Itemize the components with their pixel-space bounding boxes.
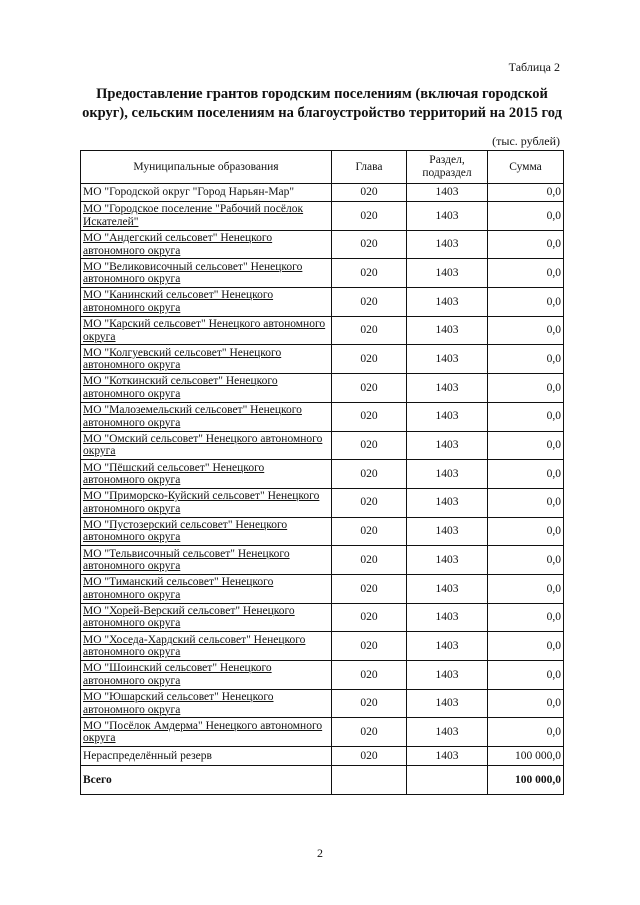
column-header-chapter: Глава bbox=[332, 151, 407, 184]
row-chapter: 020 bbox=[332, 345, 407, 374]
row-name bbox=[81, 288, 332, 317]
row-sum: 0,0 bbox=[488, 632, 564, 661]
row-sum: 0,0 bbox=[488, 402, 564, 431]
row-chapter: 020 bbox=[332, 546, 407, 575]
row-name-text: МО "Приморско-Куйский сельсовет" Ненецкого автономного округа bbox=[83, 490, 320, 515]
row-name-text: МО "Городское поселение "Рабочий посёлок Искателей" bbox=[83, 203, 304, 228]
table-row bbox=[81, 402, 564, 431]
row-name bbox=[81, 230, 332, 259]
row-sum: 0,0 bbox=[488, 184, 564, 202]
row-name bbox=[81, 402, 332, 431]
row-chapter: 020 bbox=[332, 431, 407, 460]
row-name bbox=[81, 546, 332, 575]
row-name-text: МО "Тельвисочный сельсовет" Ненецкого автономного округа bbox=[83, 547, 290, 573]
row-section: 1403 bbox=[407, 546, 488, 575]
row-sum: 0,0 bbox=[488, 718, 564, 747]
row-section: 1403 bbox=[407, 402, 488, 431]
row-name-text: МО "Пёшский сельсовет" Ненецкого автономного округа bbox=[83, 461, 265, 487]
row-name-text: МО "Малоземельский сельсовет" Ненецкого автономного округа bbox=[83, 404, 302, 429]
table-row bbox=[81, 345, 564, 374]
table-row bbox=[81, 184, 564, 202]
row-chapter: 020 bbox=[332, 202, 407, 231]
row-chapter: 020 bbox=[332, 184, 407, 202]
row-section: 1403 bbox=[407, 230, 488, 259]
row-chapter: 020 bbox=[332, 402, 407, 431]
table-row bbox=[81, 488, 564, 517]
row-sum: 0,0 bbox=[488, 316, 564, 345]
row-sum: 0,0 bbox=[488, 517, 564, 546]
total-row bbox=[81, 766, 564, 795]
row-name bbox=[81, 488, 332, 517]
row-name-text: Нераспределённый резерв bbox=[83, 749, 212, 762]
table-label: Таблица 2 bbox=[508, 60, 560, 74]
row-sum: 0,0 bbox=[488, 488, 564, 517]
table-row bbox=[81, 202, 564, 231]
table-row bbox=[81, 747, 564, 766]
row-name bbox=[81, 374, 332, 403]
row-section: 1403 bbox=[407, 488, 488, 517]
row-name bbox=[81, 747, 332, 766]
row-name bbox=[81, 632, 332, 661]
row-section: 1403 bbox=[407, 316, 488, 345]
row-chapter: 020 bbox=[332, 517, 407, 546]
grants-table bbox=[80, 150, 564, 795]
row-section: 1403 bbox=[407, 460, 488, 489]
row-name bbox=[81, 603, 332, 632]
row-chapter: 020 bbox=[332, 374, 407, 403]
row-chapter: 020 bbox=[332, 747, 407, 766]
row-chapter: 020 bbox=[332, 632, 407, 661]
row-name-text: МО "Посёлок Амдерма" Ненецкого автономного округа bbox=[83, 719, 323, 745]
page-title: Предоставление грантов городским поселениям (включая городской округ), сельским поселениям на благоустройство территорий на 2015 год bbox=[82, 86, 562, 121]
table-row bbox=[81, 431, 564, 460]
row-name bbox=[81, 184, 332, 202]
table-row bbox=[81, 632, 564, 661]
row-chapter: 020 bbox=[332, 603, 407, 632]
row-name bbox=[81, 431, 332, 460]
row-name-text: МО "Хорей-Верский сельсовет" Ненецкого автономного округа bbox=[83, 604, 295, 630]
row-chapter: 020 bbox=[332, 288, 407, 317]
row-section: 1403 bbox=[407, 431, 488, 460]
row-name-text: МО "Омский сельсовет" Ненецкого автономного округа bbox=[83, 432, 323, 458]
total-empty-section bbox=[407, 766, 488, 795]
row-section: 1403 bbox=[407, 574, 488, 603]
row-name bbox=[81, 202, 332, 231]
row-name bbox=[81, 345, 332, 374]
row-name-text: МО "Великовисочный сельсовет" Ненецкого автономного округа bbox=[83, 260, 303, 286]
row-section: 1403 bbox=[407, 718, 488, 747]
column-header-sum: Сумма bbox=[488, 151, 564, 184]
table-row bbox=[81, 517, 564, 546]
row-sum: 0,0 bbox=[488, 288, 564, 317]
total-sum: 100 000,0 bbox=[488, 766, 564, 795]
table-body bbox=[81, 184, 564, 766]
table-row bbox=[81, 574, 564, 603]
column-header-section: Раздел, подраздел bbox=[407, 151, 488, 184]
row-name-text: МО "Городской округ "Город Нарьян-Мар" bbox=[83, 186, 295, 199]
table-row bbox=[81, 718, 564, 747]
row-sum: 0,0 bbox=[488, 661, 564, 690]
row-sum: 0,0 bbox=[488, 574, 564, 603]
table-row bbox=[81, 374, 564, 403]
row-chapter: 020 bbox=[332, 230, 407, 259]
row-sum: 0,0 bbox=[488, 431, 564, 460]
row-sum: 0,0 bbox=[488, 374, 564, 403]
row-name bbox=[81, 259, 332, 288]
row-section: 1403 bbox=[407, 603, 488, 632]
unit-label: (тыс. рублей) bbox=[492, 134, 560, 148]
row-name bbox=[81, 661, 332, 690]
row-section: 1403 bbox=[407, 632, 488, 661]
row-chapter: 020 bbox=[332, 460, 407, 489]
table-row bbox=[81, 603, 564, 632]
row-chapter: 020 bbox=[332, 689, 407, 718]
row-section: 1403 bbox=[407, 747, 488, 766]
page-number: 2 bbox=[317, 846, 323, 860]
row-sum: 0,0 bbox=[488, 546, 564, 575]
row-section: 1403 bbox=[407, 259, 488, 288]
row-chapter: 020 bbox=[332, 661, 407, 690]
row-name-text: МО "Андегский сельсовет" Ненецкого автономного округа bbox=[83, 232, 273, 257]
column-header-name: Муниципальные образования bbox=[81, 151, 332, 184]
table-row bbox=[81, 230, 564, 259]
row-sum: 0,0 bbox=[488, 345, 564, 374]
row-name-text: МО "Канинский сельсовет" Ненецкого автономного округа bbox=[83, 289, 274, 314]
row-name bbox=[81, 316, 332, 345]
row-chapter: 020 bbox=[332, 259, 407, 288]
row-sum: 0,0 bbox=[488, 460, 564, 489]
row-section: 1403 bbox=[407, 517, 488, 546]
row-name-text: МО "Хоседа-Хардский сельсовет" Ненецкого автономного округа bbox=[83, 633, 306, 659]
row-sum: 0,0 bbox=[488, 259, 564, 288]
table-row bbox=[81, 259, 564, 288]
row-chapter: 020 bbox=[332, 718, 407, 747]
row-chapter: 020 bbox=[332, 316, 407, 345]
row-section: 1403 bbox=[407, 345, 488, 374]
table-row bbox=[81, 546, 564, 575]
row-section: 1403 bbox=[407, 288, 488, 317]
row-name-text: МО "Юшарский сельсовет" Ненецкого автономного округа bbox=[83, 691, 274, 716]
row-sum: 0,0 bbox=[488, 202, 564, 231]
row-sum: 0,0 bbox=[488, 689, 564, 718]
row-section: 1403 bbox=[407, 374, 488, 403]
row-section: 1403 bbox=[407, 184, 488, 202]
total-empty-chapter bbox=[332, 766, 407, 795]
table-row bbox=[81, 460, 564, 489]
row-name bbox=[81, 718, 332, 747]
table-header-row bbox=[81, 151, 564, 184]
row-name bbox=[81, 574, 332, 603]
table-row bbox=[81, 661, 564, 690]
row-name-text: МО "Карский сельсовет" Ненецкого автономного округа bbox=[83, 318, 326, 343]
row-sum: 100 000,0 bbox=[488, 747, 564, 766]
total-label: Всего bbox=[81, 766, 332, 795]
row-name bbox=[81, 517, 332, 546]
row-sum: 0,0 bbox=[488, 230, 564, 259]
row-section: 1403 bbox=[407, 661, 488, 690]
row-name-text: МО "Коткинский сельсовет" Ненецкого автономного округа bbox=[83, 375, 278, 400]
row-name bbox=[81, 689, 332, 718]
row-name-text: МО "Шоинский сельсовет" Ненецкого автономного округа bbox=[83, 662, 272, 687]
row-name bbox=[81, 460, 332, 489]
table-row bbox=[81, 288, 564, 317]
table-row bbox=[81, 316, 564, 345]
row-sum: 0,0 bbox=[488, 603, 564, 632]
row-section: 1403 bbox=[407, 689, 488, 718]
row-section: 1403 bbox=[407, 202, 488, 231]
row-name-text: МО "Колгуевский сельсовет" Ненецкого автономного округа bbox=[83, 346, 282, 372]
row-chapter: 020 bbox=[332, 574, 407, 603]
table-row bbox=[81, 689, 564, 718]
row-chapter: 020 bbox=[332, 488, 407, 517]
row-name-text: МО "Пустозерский сельсовет" Ненецкого автономного округа bbox=[83, 518, 288, 544]
row-name-text: МО "Тиманский сельсовет" Ненецкого автономного округа bbox=[83, 576, 274, 601]
